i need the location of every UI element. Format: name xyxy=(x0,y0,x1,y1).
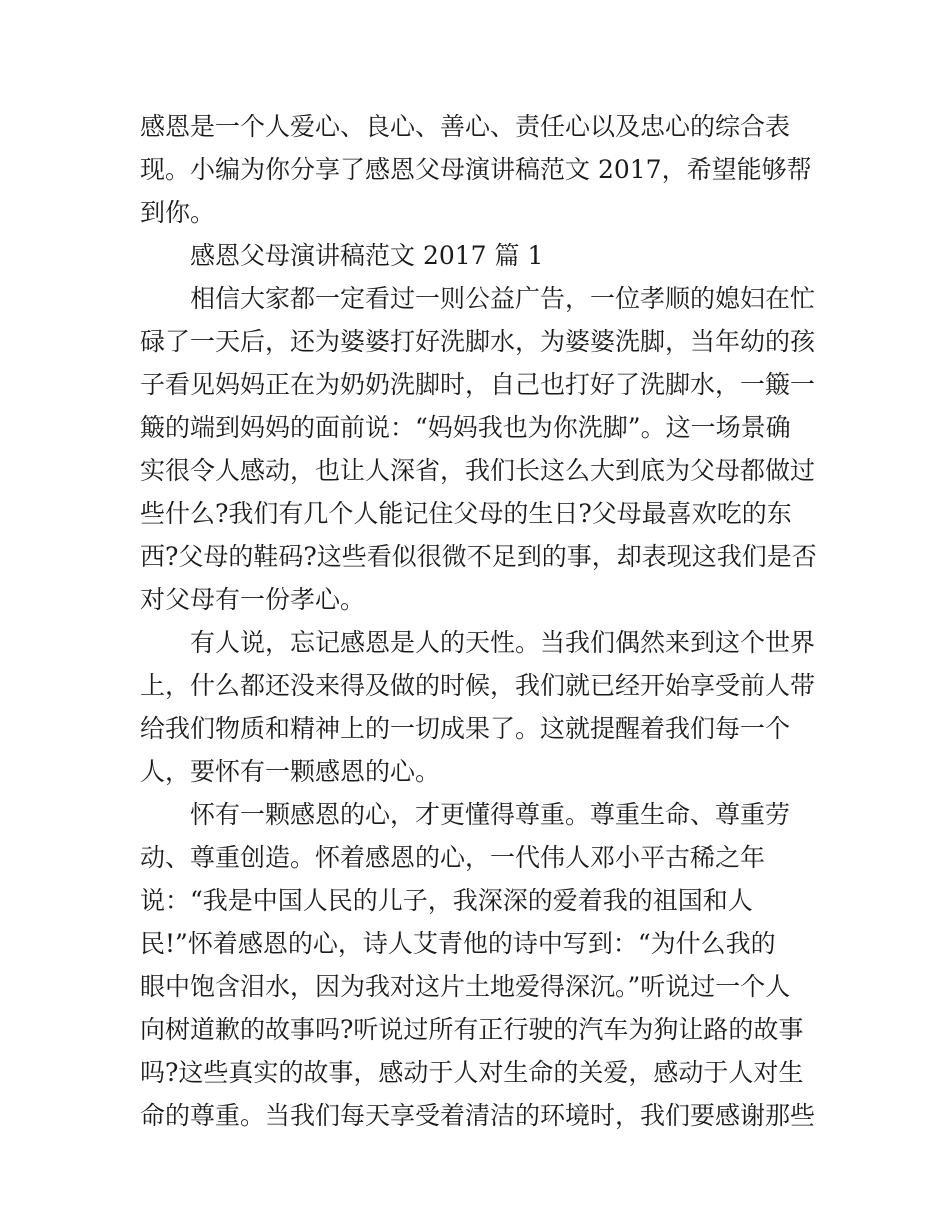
text-line: 现。小编为你分享了感恩父母演讲稿范文 2017，希望能够帮 xyxy=(140,155,812,184)
text-line: 感恩是一个人爱心、良心、善心、责任心以及忠心的综合表 xyxy=(140,112,791,141)
text-line: 有人说，忘记感恩是人的天性。当我们偶然来到这个世界 xyxy=(190,628,816,657)
text-line: 上，什么都还没来得及做的时候，我们就已经开始享受前人带 xyxy=(140,671,816,700)
section-heading: 感恩父母演讲稿范文 2017 篇 1 xyxy=(190,241,544,270)
text-line: 碌了一天后，还为婆婆打好洗脚水，为婆婆洗脚，当年幼的孩 xyxy=(140,327,816,356)
text-line: 人，要怀有一颗感恩的心。 xyxy=(140,757,441,786)
text-line: 子看见妈妈正在为奶奶洗脚时，自己也打好了洗脚水，一簸一 xyxy=(140,370,816,399)
text-line: 到你。 xyxy=(140,198,216,227)
text-line: 怀有一颗感恩的心，才更懂得尊重。尊重生命、尊重劳 xyxy=(190,800,791,829)
text-line: 向树道歉的故事吗?听说过所有正行驶的汽车为狗让路的故事 xyxy=(140,1015,804,1044)
text-line: 民!”怀着感恩的心，诗人艾青他的诗中写到：“为什么我的 xyxy=(140,929,776,958)
text-line: 吗?这些真实的故事，感动于人对生命的关爱，感动于人对生 xyxy=(140,1058,804,1087)
text-line: 动、尊重创造。怀着感恩的心，一代伟人邓小平古稀之年 xyxy=(140,843,766,872)
text-line: 给我们物质和精神上的一切成果了。这就提醒着我们每一个 xyxy=(140,714,791,743)
text-line: 说：“我是中国人民的儿子，我深深的爱着我的祖国和人 xyxy=(140,886,753,915)
text-line: 簸的端到妈妈的面前说：“妈妈我也为你洗脚”。这一场景确 xyxy=(140,413,791,442)
text-line: 西?父母的鞋码?这些看似很微不足到的事，却表现这我们是否 xyxy=(140,542,817,571)
text-line: 些什么?我们有几个人能记住父母的生日?父母最喜欢吃的东 xyxy=(140,499,792,528)
text-line: 对父母有一份孝心。 xyxy=(140,585,366,614)
text-line: 实很令人感动，也让人深省，我们长这么大到底为父母都做过 xyxy=(140,456,816,485)
text-line: 命的尊重。当我们每天享受着清洁的环境时，我们要感谢那些 xyxy=(140,1101,816,1130)
text-line: 眼中饱含泪水，因为我对这片土地爱得深沉。”听说过一个人 xyxy=(140,972,791,1001)
text-line: 相信大家都一定看过一则公益广告，一位孝顺的媳妇在忙 xyxy=(190,284,816,313)
